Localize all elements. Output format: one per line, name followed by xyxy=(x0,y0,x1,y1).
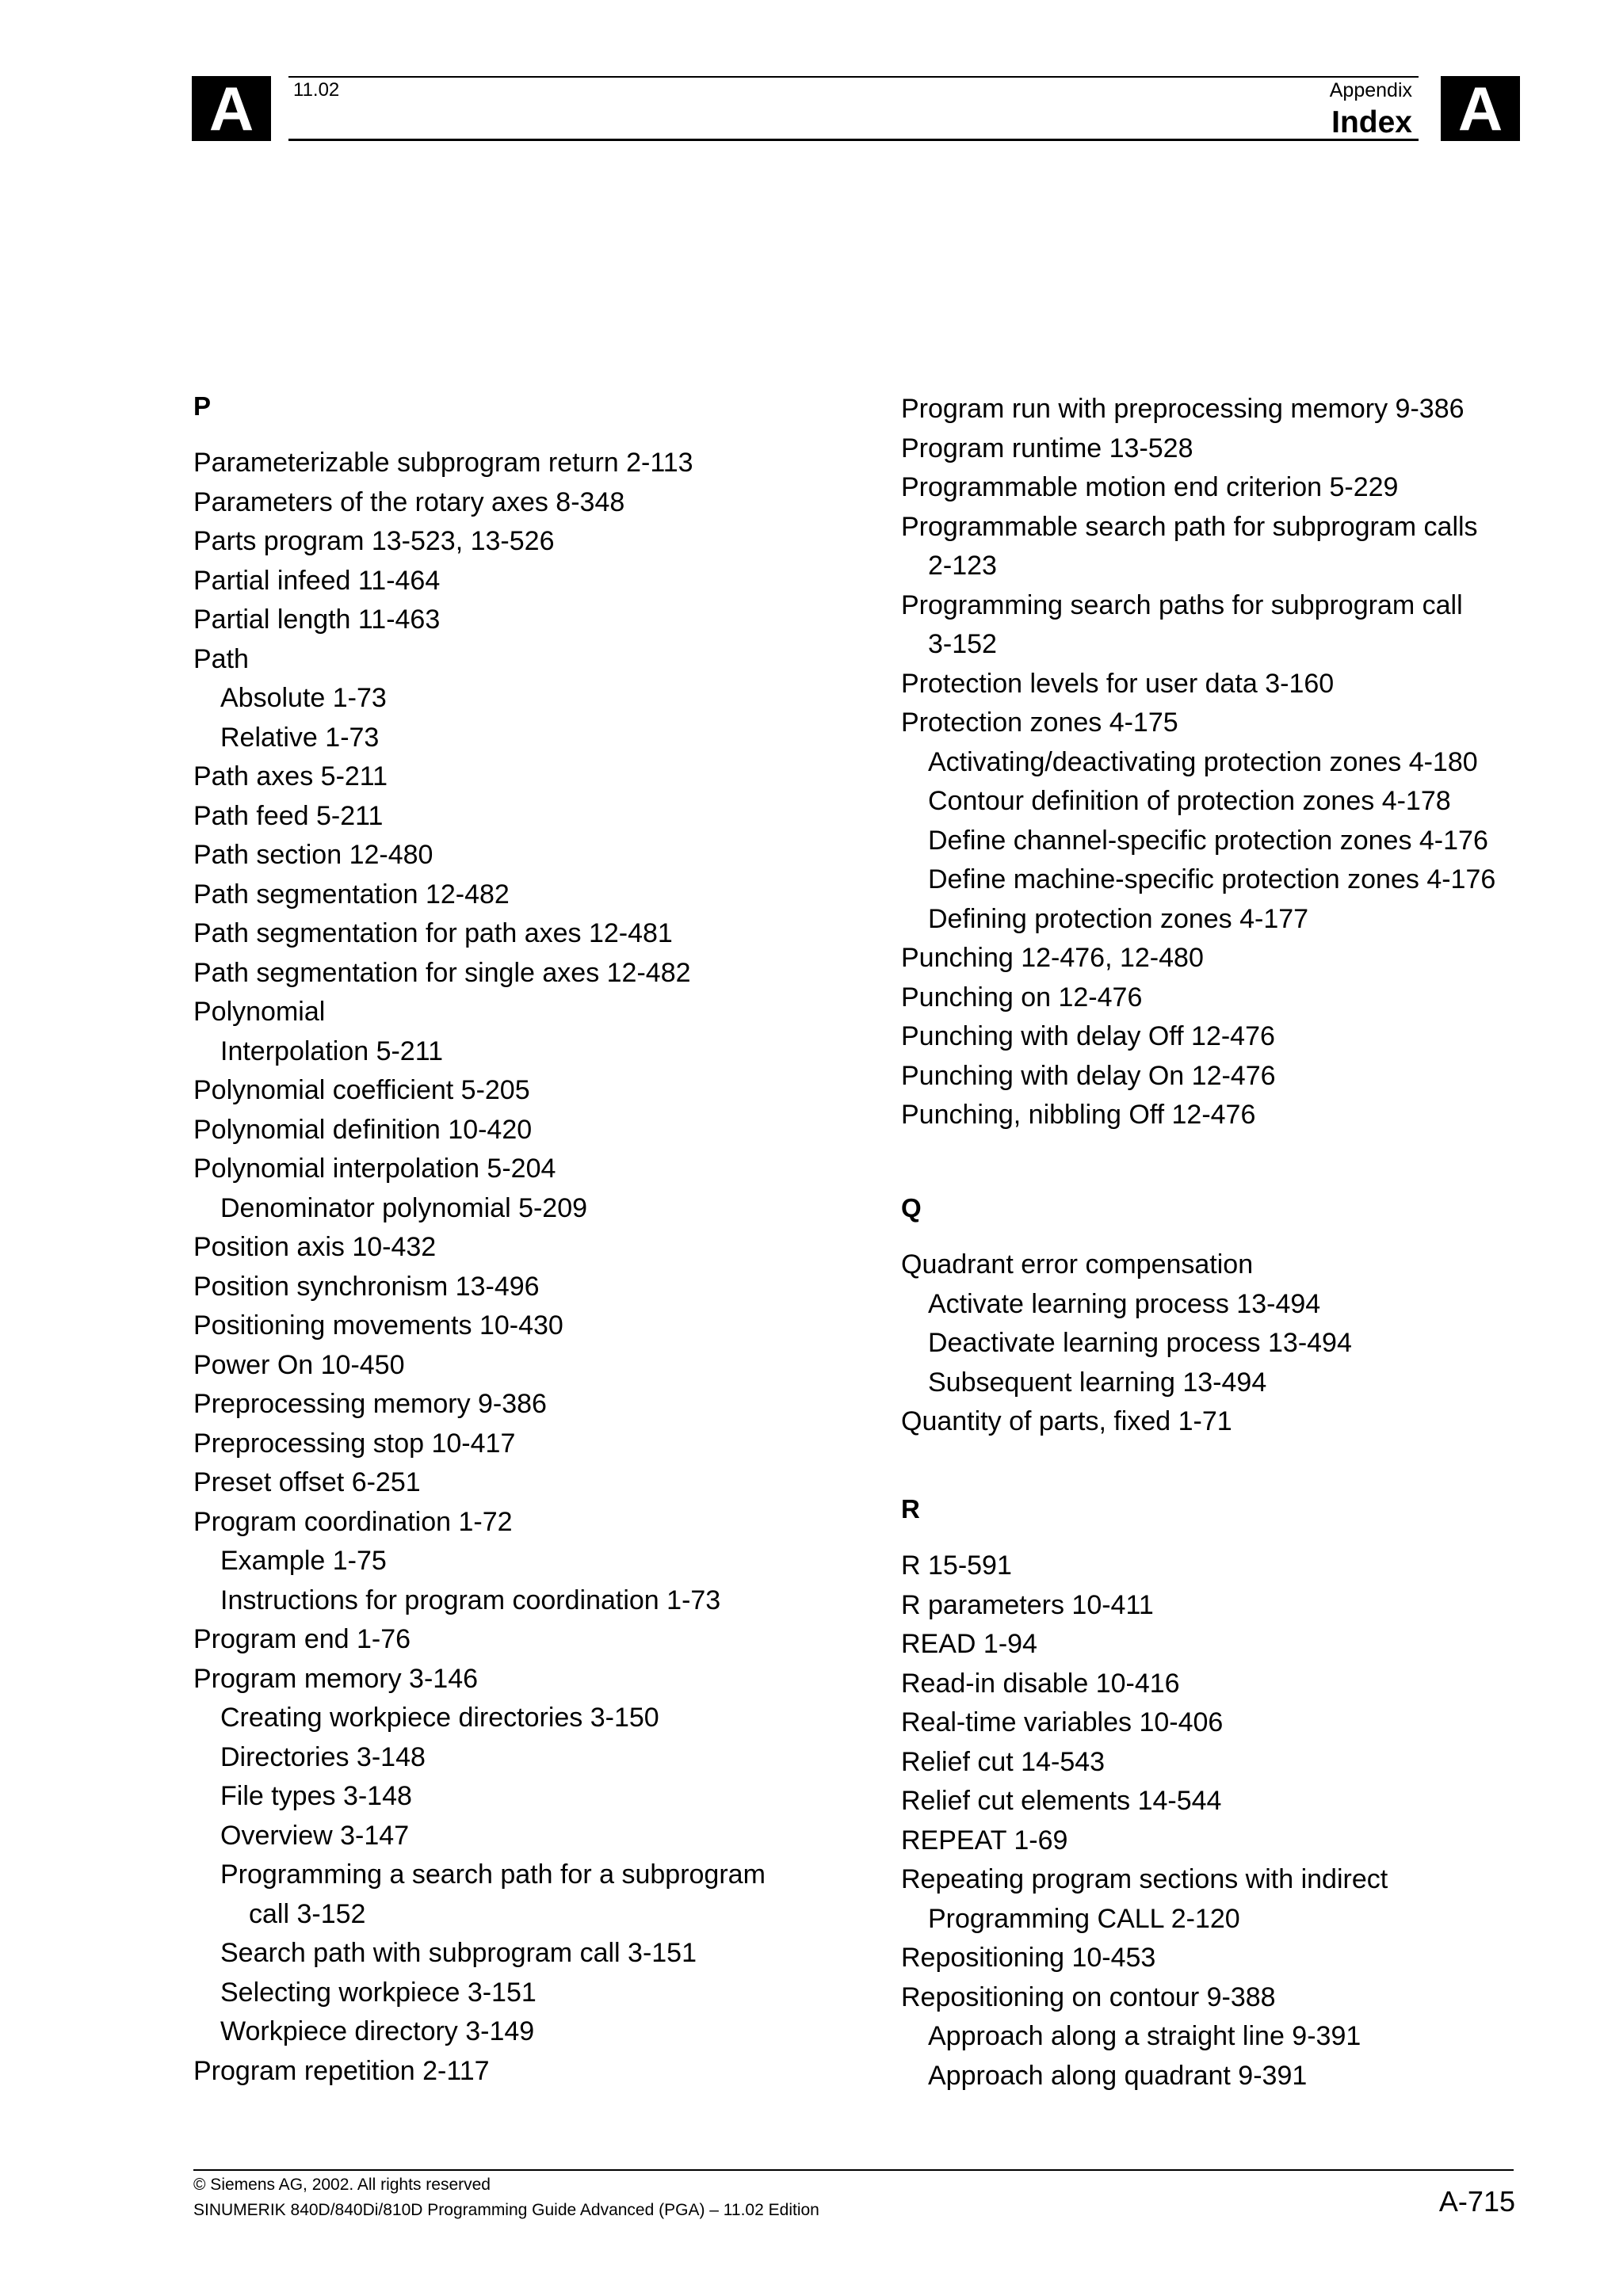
index-entry: Protection zones 4-175 xyxy=(901,707,1178,738)
index-entry: Position synchronism 13-496 xyxy=(193,1271,540,1302)
index-entry: Program run with preprocessing memory 9-386 xyxy=(901,394,1465,424)
index-subentry: Approach along quadrant 9-391 xyxy=(928,2060,1308,2091)
index-entry: Preprocessing memory 9-386 xyxy=(193,1389,547,1419)
section-spacer xyxy=(901,1529,1388,1547)
header-version: 11.02 xyxy=(293,79,340,101)
index-subentry: Activating/deactivating protection zones 4-180 xyxy=(928,746,1478,777)
index-entry: Repositioning 10-453 xyxy=(901,1943,1156,1973)
index-entry: Relief cut elements 14-544 xyxy=(901,1786,1222,1816)
index-entry: Parameters of the rotary axes 8-348 xyxy=(193,486,625,517)
index-entry: Repeating program sections with indirect xyxy=(901,1864,1388,1894)
index-entry: Preset offset 6-251 xyxy=(193,1467,421,1497)
index-entry: Partial infeed 11-464 xyxy=(193,565,441,596)
index-subentry: 2-123 xyxy=(928,551,997,581)
index-subentry: Define channel-specific protection zones 4-176 xyxy=(928,825,1488,856)
index-entry: Polynomial interpolation 5-204 xyxy=(193,1154,556,1184)
header-rule-top xyxy=(288,76,1419,78)
header-rule-bottom xyxy=(288,139,1419,141)
index-subentry: Define machine-specific protection zones 4-176 xyxy=(928,864,1496,894)
index-subentry: Workpiece directory 3-149 xyxy=(220,2016,535,2046)
index-subentry: 3-152 xyxy=(928,629,997,659)
index-subentry: Interpolation 5-211 xyxy=(220,1035,444,1066)
section-spacer xyxy=(901,1228,1352,1245)
index-entry: Program memory 3-146 xyxy=(193,1663,479,1694)
footer-document-title: SINUMERIK 840D/840Di/810D Programming Guide Advanced (PGA) – 11.02 Edition xyxy=(193,2201,819,2219)
index-subentry: Example 1-75 xyxy=(220,1546,387,1576)
index-section xyxy=(901,390,1495,1135)
index-subentry: Relative 1-73 xyxy=(220,722,380,753)
index-subentry: Selecting workpiece 3-151 xyxy=(220,1977,537,2008)
index-entry: Read-in disable 10-416 xyxy=(901,1668,1180,1699)
index-entry: Preprocessing stop 10-417 xyxy=(193,1428,516,1459)
index-subentry: Creating workpiece directories 3-150 xyxy=(220,1703,659,1733)
index-subentry: Approach along a straight line 9-391 xyxy=(928,2021,1361,2051)
index-subentry: Denominator polynomial 5-209 xyxy=(220,1192,588,1223)
index-letter-heading: Q xyxy=(901,1193,922,1222)
index-entry: Position axis 10-432 xyxy=(193,1232,437,1262)
index-entry: R parameters 10-411 xyxy=(901,1589,1154,1620)
index-letter-heading: R xyxy=(901,1494,920,1524)
index-entry: Program end 1-76 xyxy=(193,1624,411,1654)
index-entry: Repositioning on contour 9-388 xyxy=(901,1981,1276,2012)
index-subentry: Instructions for program coordination 1-73 xyxy=(220,1585,721,1615)
index-section xyxy=(193,387,766,2091)
index-entry: Program coordination 1-72 xyxy=(193,1506,513,1537)
index-entry: Punching with delay Off 12-476 xyxy=(901,1021,1275,1051)
appendix-tab-badge-right: A xyxy=(1441,76,1520,141)
index-entry: Relief cut 14-543 xyxy=(901,1746,1106,1777)
index-entry: Program runtime 13-528 xyxy=(901,433,1193,463)
page-number: A-715 xyxy=(1438,2185,1515,2218)
section-spacer xyxy=(193,426,766,444)
index-entry: Programmable motion end criterion 5-229 xyxy=(901,472,1399,502)
page-title: Index xyxy=(1331,105,1412,139)
index-entry: Programming search paths for subprogram call xyxy=(901,589,1463,620)
index-subentry: Overview 3-147 xyxy=(220,1820,410,1851)
index-entry: Parameterizable subprogram return 2-113 xyxy=(193,448,693,478)
index-entry: READ 1-94 xyxy=(901,1629,1037,1659)
index-entry: Path segmentation for path axes 12-481 xyxy=(193,918,673,948)
footer-copyright: © Siemens AG, 2002. All rights reserved xyxy=(193,2176,491,2194)
index-entry: Punching on 12-476 xyxy=(901,982,1143,1013)
index-subentry: Directories 3-148 xyxy=(220,1741,426,1772)
index-subentry: File types 3-148 xyxy=(220,1781,412,1811)
index-entry: Parts program 13-523, 13-526 xyxy=(193,526,555,556)
index-entry: Programmable search path for subprogram calls xyxy=(901,511,1478,542)
index-subentry: Contour definition of protection zones 4-178 xyxy=(928,786,1451,816)
index-entry: REPEAT 1-69 xyxy=(901,1825,1068,1855)
index-entry: Path feed 5-211 xyxy=(193,800,384,831)
index-entry: Protection levels for user data 3-160 xyxy=(901,668,1335,699)
index-subentry: Programming CALL 2-120 xyxy=(928,1903,1240,1934)
header-section: Appendix xyxy=(1329,79,1412,101)
index-subentry: Activate learning process 13-494 xyxy=(928,1288,1321,1319)
index-entry: Path section 12-480 xyxy=(193,840,433,870)
footer-rule xyxy=(193,2169,1514,2171)
index-entry: Path segmentation for single axes 12-482 xyxy=(193,957,691,988)
index-subentry: Subsequent learning 13-494 xyxy=(928,1367,1267,1398)
index-entry: Quantity of parts, fixed 1-71 xyxy=(901,1406,1232,1436)
index-subentry: Deactivate learning process 13-494 xyxy=(928,1328,1352,1358)
index-entry: Polynomial xyxy=(193,997,326,1027)
index-section xyxy=(901,1188,1352,1442)
appendix-tab-badge-left: A xyxy=(192,76,271,141)
index-entry: Path segmentation 12-482 xyxy=(193,879,510,910)
index-entry: Path xyxy=(193,643,249,674)
index-subentry: Absolute 1-73 xyxy=(220,683,387,713)
index-subentry: Search path with subprogram call 3-151 xyxy=(220,1938,697,1968)
index-entry: Positioning movements 10-430 xyxy=(193,1310,563,1341)
index-entry: Partial length 11-463 xyxy=(193,605,441,635)
index-entry: Punching 12-476, 12-480 xyxy=(901,943,1204,973)
index-entry: Punching with delay On 12-476 xyxy=(901,1060,1276,1091)
index-letter-heading: P xyxy=(193,391,212,421)
index-entry: Path axes 5-211 xyxy=(193,761,388,791)
index-section xyxy=(901,1489,1388,2096)
index-entry: Punching, nibbling Off 12-476 xyxy=(901,1100,1256,1130)
index-entry: Polynomial coefficient 5-205 xyxy=(193,1075,530,1105)
index-entry: R 15-591 xyxy=(901,1550,1012,1581)
index-entry: Quadrant error compensation xyxy=(901,1249,1254,1280)
index-subentry: call 3-152 xyxy=(249,1898,366,1929)
index-entry: Power On 10-450 xyxy=(193,1349,405,1380)
index-entry: Polynomial definition 10-420 xyxy=(193,1114,533,1145)
index-subentry: Programming a search path for a subprogram xyxy=(220,1859,766,1890)
index-entry: Real-time variables 10-406 xyxy=(901,1707,1224,1737)
index-entry: Program repetition 2-117 xyxy=(193,2055,490,2086)
index-subentry: Defining protection zones 4-177 xyxy=(928,903,1309,934)
